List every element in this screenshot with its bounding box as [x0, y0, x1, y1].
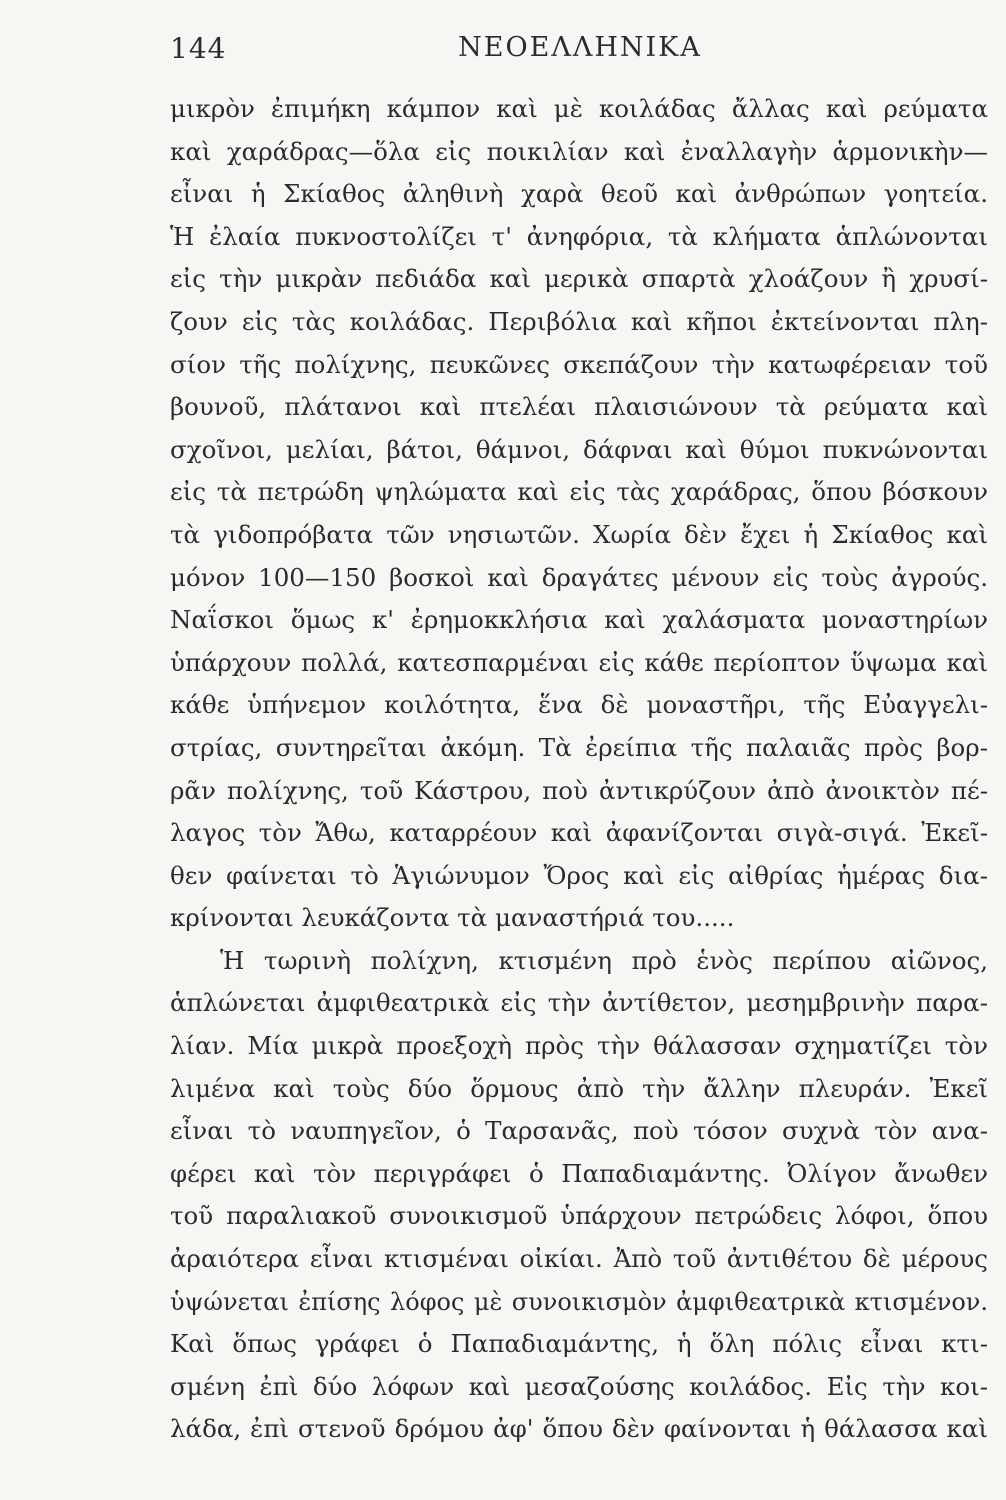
text-line: ὑψώνεται ἐπίσης λόφος μὲ συνοικισμὸν ἀμφιθεατρικὰ κτισμένον. — [170, 1287, 988, 1316]
text-line: φέρει καὶ τὸν περιγράφει ὁ Παπαδιαμάντης. Ὀλίγον ἄνωθεν — [170, 1158, 988, 1188]
text-line: θεν φαίνεται τὸ Ἁγιώνυμον Ὄρος καὶ εἰς αἰθρίας ἡμέρας δια- — [170, 860, 988, 890]
text-line: εἰς τὴν μικρὰν πεδιάδα καὶ μερικὰ σπαρτὰ χλοάζουν ἢ χρυσί- — [170, 264, 988, 294]
text-line: λαγος τὸν Ἄθω, καταρρέουν καὶ ἀφανίζονται σιγὰ-σιγά. Ἐκεῖ- — [170, 818, 988, 848]
page-number: 144 — [170, 32, 227, 65]
text-line: κάθε ὑπήνεμον κοιλότητα, ἕνα δὲ μοναστῆρι, τῆς Εὐαγγελι- — [170, 690, 988, 720]
text-line: Ναΐσκοι ὅμως κ' ἐρημοκκλήσια καὶ χαλάσματα μοναστηρίων — [170, 605, 988, 635]
text-line: ρᾶν πολίχνης, τοῦ Κάστρου, ποὺ ἀντικρύζουν ἀπὸ ἀνοικτὸν πέ- — [170, 775, 988, 805]
text-line: κρίνονται λευκάζοντα τὰ μαναστήριά του..... — [170, 903, 735, 933]
text-line: λίαν. Μία μικρὰ προεξοχὴ πρὸς τὴν θάλασσαν σχηματίζει τὸν — [170, 1031, 988, 1061]
text-line: εἶναι τὸ ναυπηγεῖον, ὁ Ταρσανᾶς, ποὺ τόσον συχνὰ τὸν ανα- — [170, 1116, 988, 1146]
text-line: λιμένα καὶ τοὺς δύο ὅρμους ἀπὸ τὴν ἄλλην πλευράν. Ἐκεῖ — [170, 1073, 988, 1103]
text-line: σίον τῆς πολίχνης, πευκῶνες σκεπάζουν τὴν κατωφέρειαν τοῦ — [170, 349, 988, 379]
text-line: Καὶ ὅπως γράφει ὁ Παπαδιαμάντης, ἡ ὅλη πόλις εἶναι κτι- — [170, 1329, 988, 1359]
page-header — [170, 32, 990, 72]
text-line: στρίας, συντηρεῖται ἀκόμη. Τὰ ἐρείπια τῆς παλαιᾶς πρὸς βορ- — [170, 732, 988, 762]
text-line: σμένη ἐπὶ δύο λόφων καὶ μεσαζούσης κοιλάδος. Εἰς τὴν κοι- — [170, 1371, 988, 1401]
text-line: τὰ γιδοπρόβατα τῶν νησιωτῶν. Χωρία δὲν ἔχει ἡ Σκίαθος καὶ — [170, 519, 988, 549]
text-line: Ἡ ἐλαία πυκνοστολίζει τ' ἀνηφόρια, τὰ κλήματα ἁπλώνονται — [170, 221, 988, 251]
running-head: ΝΕΟΕΛΛΗΝΙΚΑ — [458, 32, 702, 63]
text-line: καὶ χαράδρας—ὅλα εἰς ποικιλίαν καὶ ἐναλλαγὴν ἁρμονικὴν— — [170, 136, 988, 166]
text-line: Ἡ τωρινὴ πολίχνη, κτισμένη πρὸ ἑνὸς περίπου αἰῶνος, — [220, 945, 988, 975]
text-line: εἶναι ἡ Σκίαθος ἀληθινὴ χαρὰ θεοῦ καὶ ἀνθρώπων γοητεία. — [170, 179, 988, 209]
text-line: μόνον 100—150 βοσκοὶ καὶ δραγάτες μένουν εἰς τοὺς ἀγρούς. — [170, 562, 988, 592]
text-line: ζουν εἰς τὰς κοιλάδας. Περιβόλια καὶ κῆποι ἐκτείνονται πλη- — [170, 306, 988, 336]
text-line: ὑπάρχουν πολλά, κατεσπαρμέναι εἰς κάθε περίοπτον ὕψωμα καὶ — [170, 647, 988, 677]
text-line: ἀραιότερα εἶναι κτισμέναι οἰκίαι. Ἀπὸ τοῦ ἀντιθέτου δὲ μέρους — [170, 1244, 988, 1274]
body-text — [170, 88, 988, 1451]
text-line: βουνοῦ, πλάτανοι καὶ πτελέαι πλαισιώνουν τὰ ρεύματα καὶ — [170, 392, 988, 422]
text-line: τοῦ παραλιακοῦ συνοικισμοῦ ὑπάρχουν πετρώδεις λόφοι, ὅπου — [170, 1201, 988, 1231]
text-line: μικρὸν ἐπιμήκη κάμπον καὶ μὲ κοιλάδας ἄλλας καὶ ρεύματα — [170, 94, 988, 123]
text-line: σχοῖνοι, μελίαι, βάτοι, θάμνοι, δάφναι καὶ θύμοι πυκνώνονται — [170, 434, 988, 464]
text-line: εἰς τὰ πετρώδη ψηλώματα καὶ εἰς τὰς χαράδρας, ὅπου βόσκουν — [170, 477, 988, 507]
text-line: λάδα, ἐπὶ στενοῦ δρόμου ἀφ' ὅπου δὲν φαίνονται ἡ θάλασσα καὶ — [170, 1414, 988, 1444]
text-line: ἁπλώνεται ἀμφιθεατρικὰ εἰς τὴν ἀντίθετον, μεσημβρινὴν παρα- — [170, 988, 988, 1018]
